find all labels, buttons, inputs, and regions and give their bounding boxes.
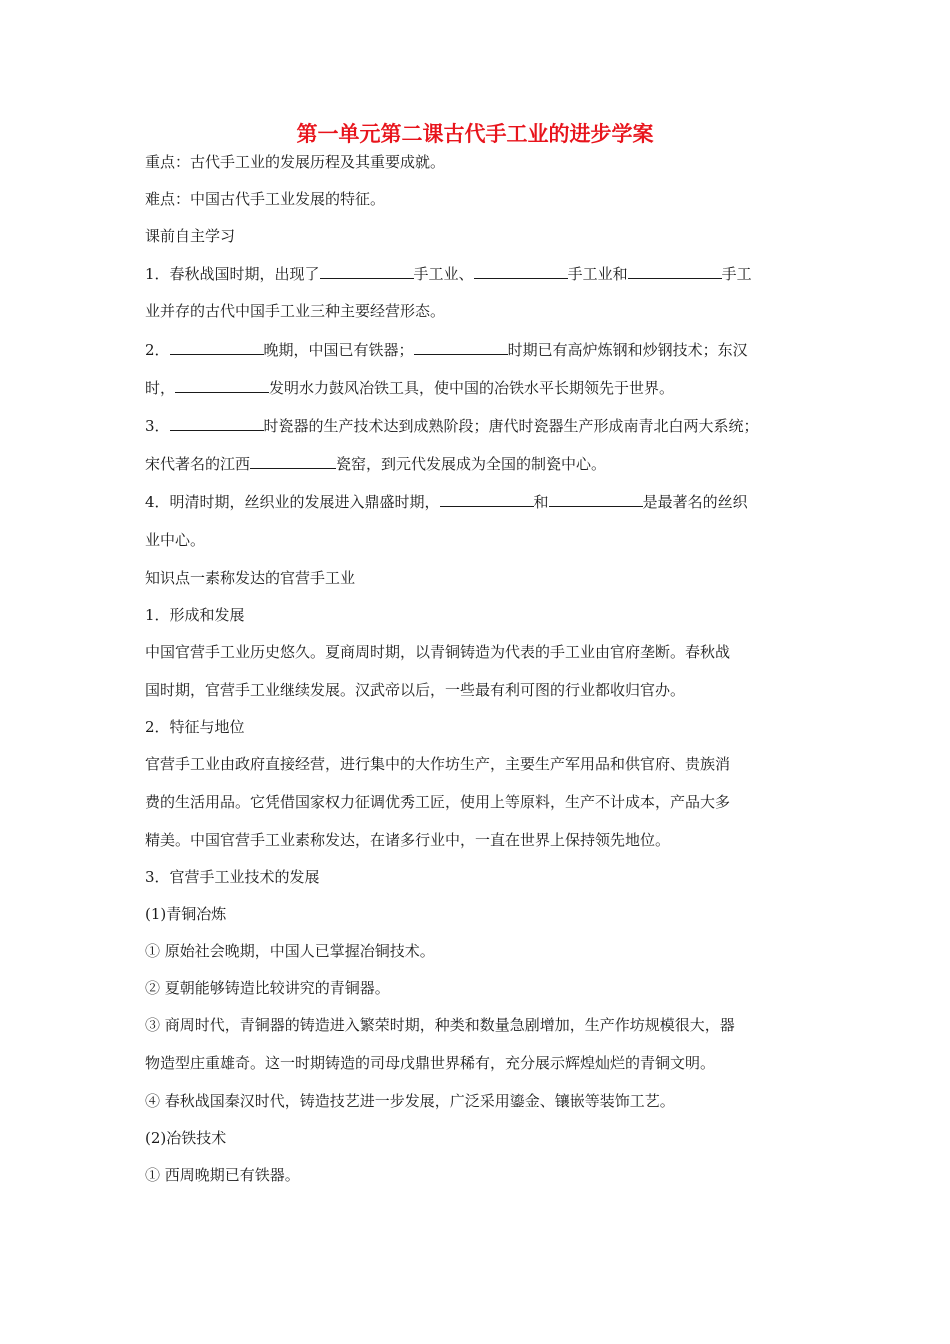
section-3-heading: 3．官营手工业技术的发展: [145, 868, 320, 886]
q4-text-b: 和: [533, 493, 549, 511]
bronze-item-3-line-1: ③ 商周时代，青铜器的铸造进入繁荣时期，种类和数量急剧增加，生产作坊规模很大，器: [145, 1016, 735, 1034]
q3-text-c: 宋代著名的江西: [145, 455, 251, 473]
q3-text-b: 时瓷器的生产技术达到成熟阶段；唐代时瓷器生产形成南青北白两大系统；: [263, 417, 759, 435]
q4-text-a: 4．明清时期，丝织业的发展进入鼎盛时期，: [145, 493, 440, 511]
section-2-paragraph-line-2: 费的生活用品。它凭借国家权力征调优秀工匠，使用上等原料，生产不计成本，产品大多: [145, 793, 731, 811]
question-2-line-1: [145, 338, 748, 361]
q4-blank-2[interactable]: [549, 490, 643, 507]
bronze-item-3-line-2: 物造型庄重雄奇。这一时期铸造的司母戊鼎世界稀有，充分展示辉煌灿烂的青铜文明。: [145, 1054, 716, 1072]
focus-line: 重点：古代手工业的发展历程及其重要成就。: [145, 153, 446, 171]
q1-text-b: 手工业、: [413, 265, 474, 283]
page-title: 第一单元第二课古代手工业的进步学案: [296, 121, 654, 146]
section-2-heading: 2．特征与地位: [145, 718, 245, 736]
bronze-item-4: ④ 春秋战国秦汉时代，铸造技艺进一步发展，广泛采用鎏金、镶嵌等装饰工艺。: [145, 1092, 675, 1110]
q1-text-c: 手工业和: [567, 265, 628, 283]
q2-text-e: 发明水力鼓风冶铁工具，使中国的冶铁水平长期领先于世界。: [269, 379, 675, 397]
q2-blank-2[interactable]: [414, 338, 508, 355]
q1-text-a: 1．春秋战国时期，出现了: [145, 265, 320, 283]
q3-text-a: 3．: [145, 417, 170, 435]
bronze-item-1: ① 原始社会晚期，中国人已掌握冶铜技术。: [145, 942, 435, 960]
question-4-line-1: [145, 490, 748, 513]
section-1-paragraph-line-2: 国时期，官营手工业继续发展。汉武帝以后，一些最有利可图的行业都收归官办。: [145, 681, 686, 699]
q1-blank-2[interactable]: [474, 262, 568, 279]
question-2-line-2: [145, 376, 674, 399]
q1-text-d: 手工: [721, 265, 752, 283]
q3-text-d: 瓷窑，到元代发展成为全国的制瓷中心。: [336, 455, 607, 473]
question-4-line-2: 业中心。: [145, 531, 206, 549]
difficulty-line: 难点：中国古代手工业发展的特征。: [145, 190, 386, 208]
question-1-line-1: [145, 262, 752, 285]
q2-text-b: 晚期，中国已有铁器；: [263, 341, 414, 359]
q2-text-a: 2．: [145, 341, 170, 359]
bronze-heading: (1)青铜冶炼: [145, 905, 227, 923]
q2-text-d: 时，: [145, 379, 176, 397]
q2-text-c: 时期已有高炉炼钢和炒钢技术；东汉: [507, 341, 748, 359]
bronze-item-2: ② 夏朝能够铸造比较讲究的青铜器。: [145, 979, 390, 997]
q1-blank-3[interactable]: [628, 262, 722, 279]
section-2-paragraph-line-1: 官营手工业由政府直接经营，进行集中的大作坊生产，主要生产军用品和供官府、贵族消: [145, 755, 731, 773]
iron-heading: (2)冶铁技术: [145, 1129, 227, 1147]
knowledge-point-1-heading: 知识点一素称发达的官营手工业: [145, 569, 356, 587]
section-2-paragraph-line-3: 精美。中国官营手工业素称发达，在诸多行业中，一直在世界上保持领先地位。: [145, 831, 671, 849]
q4-blank-1[interactable]: [440, 490, 534, 507]
iron-item-1: ① 西周晚期已有铁器。: [145, 1166, 300, 1184]
section-1-heading: 1．形成和发展: [145, 606, 245, 624]
q3-blank-1[interactable]: [170, 414, 264, 431]
q2-blank-3[interactable]: [175, 376, 269, 393]
q3-blank-2[interactable]: [250, 452, 336, 469]
prestudy-heading: 课前自主学习: [145, 227, 236, 245]
question-3-line-1: [145, 414, 759, 437]
section-1-paragraph-line-1: 中国官营手工业历史悠久。夏商周时期，以青铜铸造为代表的手工业由官府垄断。春秋战: [145, 643, 731, 661]
q4-text-c: 是最著名的丝织: [642, 493, 748, 511]
q1-blank-1[interactable]: [320, 262, 414, 279]
question-3-line-2: [145, 452, 606, 475]
q2-blank-1[interactable]: [170, 338, 264, 355]
question-1-line-2: 业并存的古代中国手工业三种主要经营形态。: [145, 302, 446, 320]
